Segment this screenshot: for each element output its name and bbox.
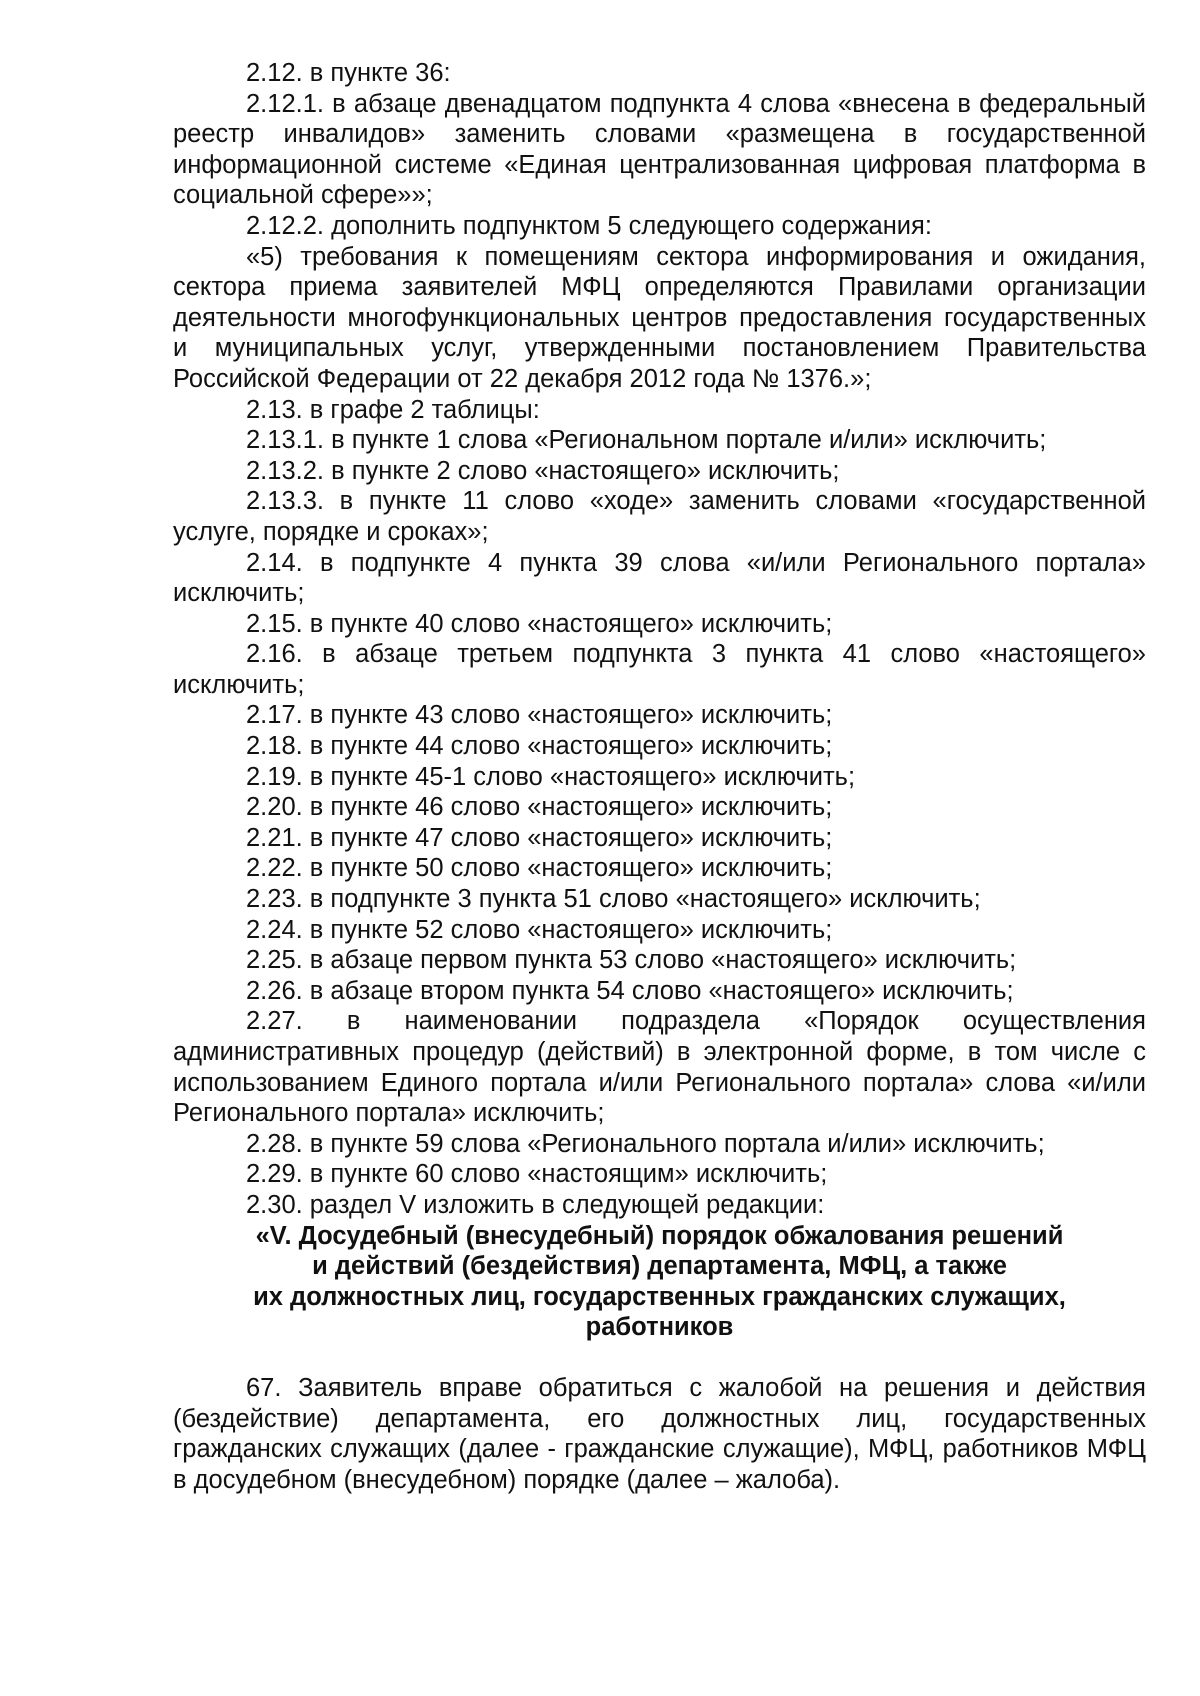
paragraph-2-12-2: 2.12.2. дополнить подпунктом 5 следующего содержания: bbox=[246, 211, 932, 240]
paragraph-2-14: 2.14. в подпункте 4 пункта 39 слова «и/или Регионального портала» исключить; bbox=[173, 548, 1146, 608]
section-heading-line: «V. Досудебный (внесудебный) порядок обжалования решений bbox=[255, 1221, 1064, 1250]
section-heading-line: их должностных лиц, государственных гражданских служащих, bbox=[253, 1282, 1066, 1311]
paragraph-2-13-2: 2.13.2. в пункте 2 слово «настоящего» исключить; bbox=[246, 456, 840, 485]
paragraph-2-30: 2.30. раздел V изложить в следующей редакции: bbox=[246, 1190, 825, 1219]
paragraph-subpoint-5: «5) требования к помещениям сектора информирования и ожидания, сектора приема заявителей МФЦ определяются Правилами организации деятельности многофункциональных центров предоставления государственных и муниципальных услуг, утвержденными постановлением Правительства Российской Федерации от 22 декабря 2012 года № 1376.»; bbox=[173, 242, 1146, 393]
paragraph-2-15: 2.15. в пункте 40 слово «настоящего» исключить; bbox=[246, 609, 833, 638]
paragraph-2-12-1: 2.12.1. в абзаце двенадцатом подпункта 4 слова «внесена в федеральный реестр инвалидов» заменить словами «размещена в государственной информационной системе «Единая централизованная цифровая платформа в социальной сфере»»; bbox=[173, 89, 1146, 210]
paragraph-2-13-3: 2.13.3. в пункте 11 слово «ходе» заменить словами «государственной услуге, порядке и сроках»; bbox=[173, 487, 1146, 546]
paragraph-2-26: 2.26. в абзаце втором пункта 54 слово «настоящего» исключить; bbox=[246, 976, 1014, 1005]
paragraph-2-19: 2.19. в пункте 45-1 слово «настоящего» исключить; bbox=[246, 762, 856, 791]
paragraph-2-12: 2.12. в пункте 36: bbox=[246, 59, 451, 87]
paragraph-2-17: 2.17. в пункте 43 слово «настоящего» исключить; bbox=[246, 701, 833, 730]
paragraph-2-16: 2.16. в абзаце третьем подпункта 3 пункта 41 слово «настоящего» исключить; bbox=[173, 640, 1146, 699]
paragraph-2-21: 2.21. в пункте 47 слово «настоящего» исключить; bbox=[246, 823, 833, 852]
section-v-heading bbox=[173, 1221, 1146, 1343]
paragraph-2-28: 2.28. в пункте 59 слова «Регионального портала и/или» исключить; bbox=[246, 1129, 1045, 1158]
paragraph-67: 67. Заявитель вправе обратиться с жалобой на решения и действия (бездействие) департамента, его должностных лиц, государственных гражданских служащих (далее - гражданские служащие), МФЦ, работников МФЦ в досудебном (внесудебном) порядке (далее – жалоба). bbox=[173, 1373, 1146, 1494]
section-heading-line: работников bbox=[585, 1313, 734, 1342]
paragraph-2-29: 2.29. в пункте 60 слово «настоящим» исключить; bbox=[246, 1160, 828, 1189]
section-heading-line: и действий (бездействия) департамента, МФЦ, а также bbox=[312, 1252, 1007, 1281]
paragraph-2-22: 2.22. в пункте 50 слово «настоящего» исключить; bbox=[246, 854, 833, 883]
document-page bbox=[173, 58, 1146, 1495]
paragraph-2-20: 2.20. в пункте 46 слово «настоящего» исключить; bbox=[246, 793, 833, 822]
paragraph-2-18: 2.18. в пункте 44 слово «настоящего» исключить; bbox=[246, 732, 833, 761]
paragraph-2-25: 2.25. в абзаце первом пункта 53 слово «настоящего» исключить; bbox=[246, 946, 1017, 975]
paragraph-2-23: 2.23. в подпункте 3 пункта 51 слово «настоящего» исключить; bbox=[246, 885, 981, 914]
blank-line bbox=[173, 1343, 1146, 1373]
paragraph-2-24: 2.24. в пункте 52 слово «настоящего» исключить; bbox=[246, 915, 833, 944]
paragraph-2-27: 2.27. в наименовании подраздела «Порядок осуществления административных процедур (действий) в электронной форме, в том числе с использованием Единого портала и/или Регионального портала» слова «и/или Регионального портала» исключить; bbox=[173, 1007, 1146, 1128]
paragraph-2-13: 2.13. в графе 2 таблицы: bbox=[246, 395, 540, 424]
paragraph-2-13-1: 2.13.1. в пункте 1 слова «Региональном портале и/или» исключить; bbox=[246, 426, 1047, 455]
